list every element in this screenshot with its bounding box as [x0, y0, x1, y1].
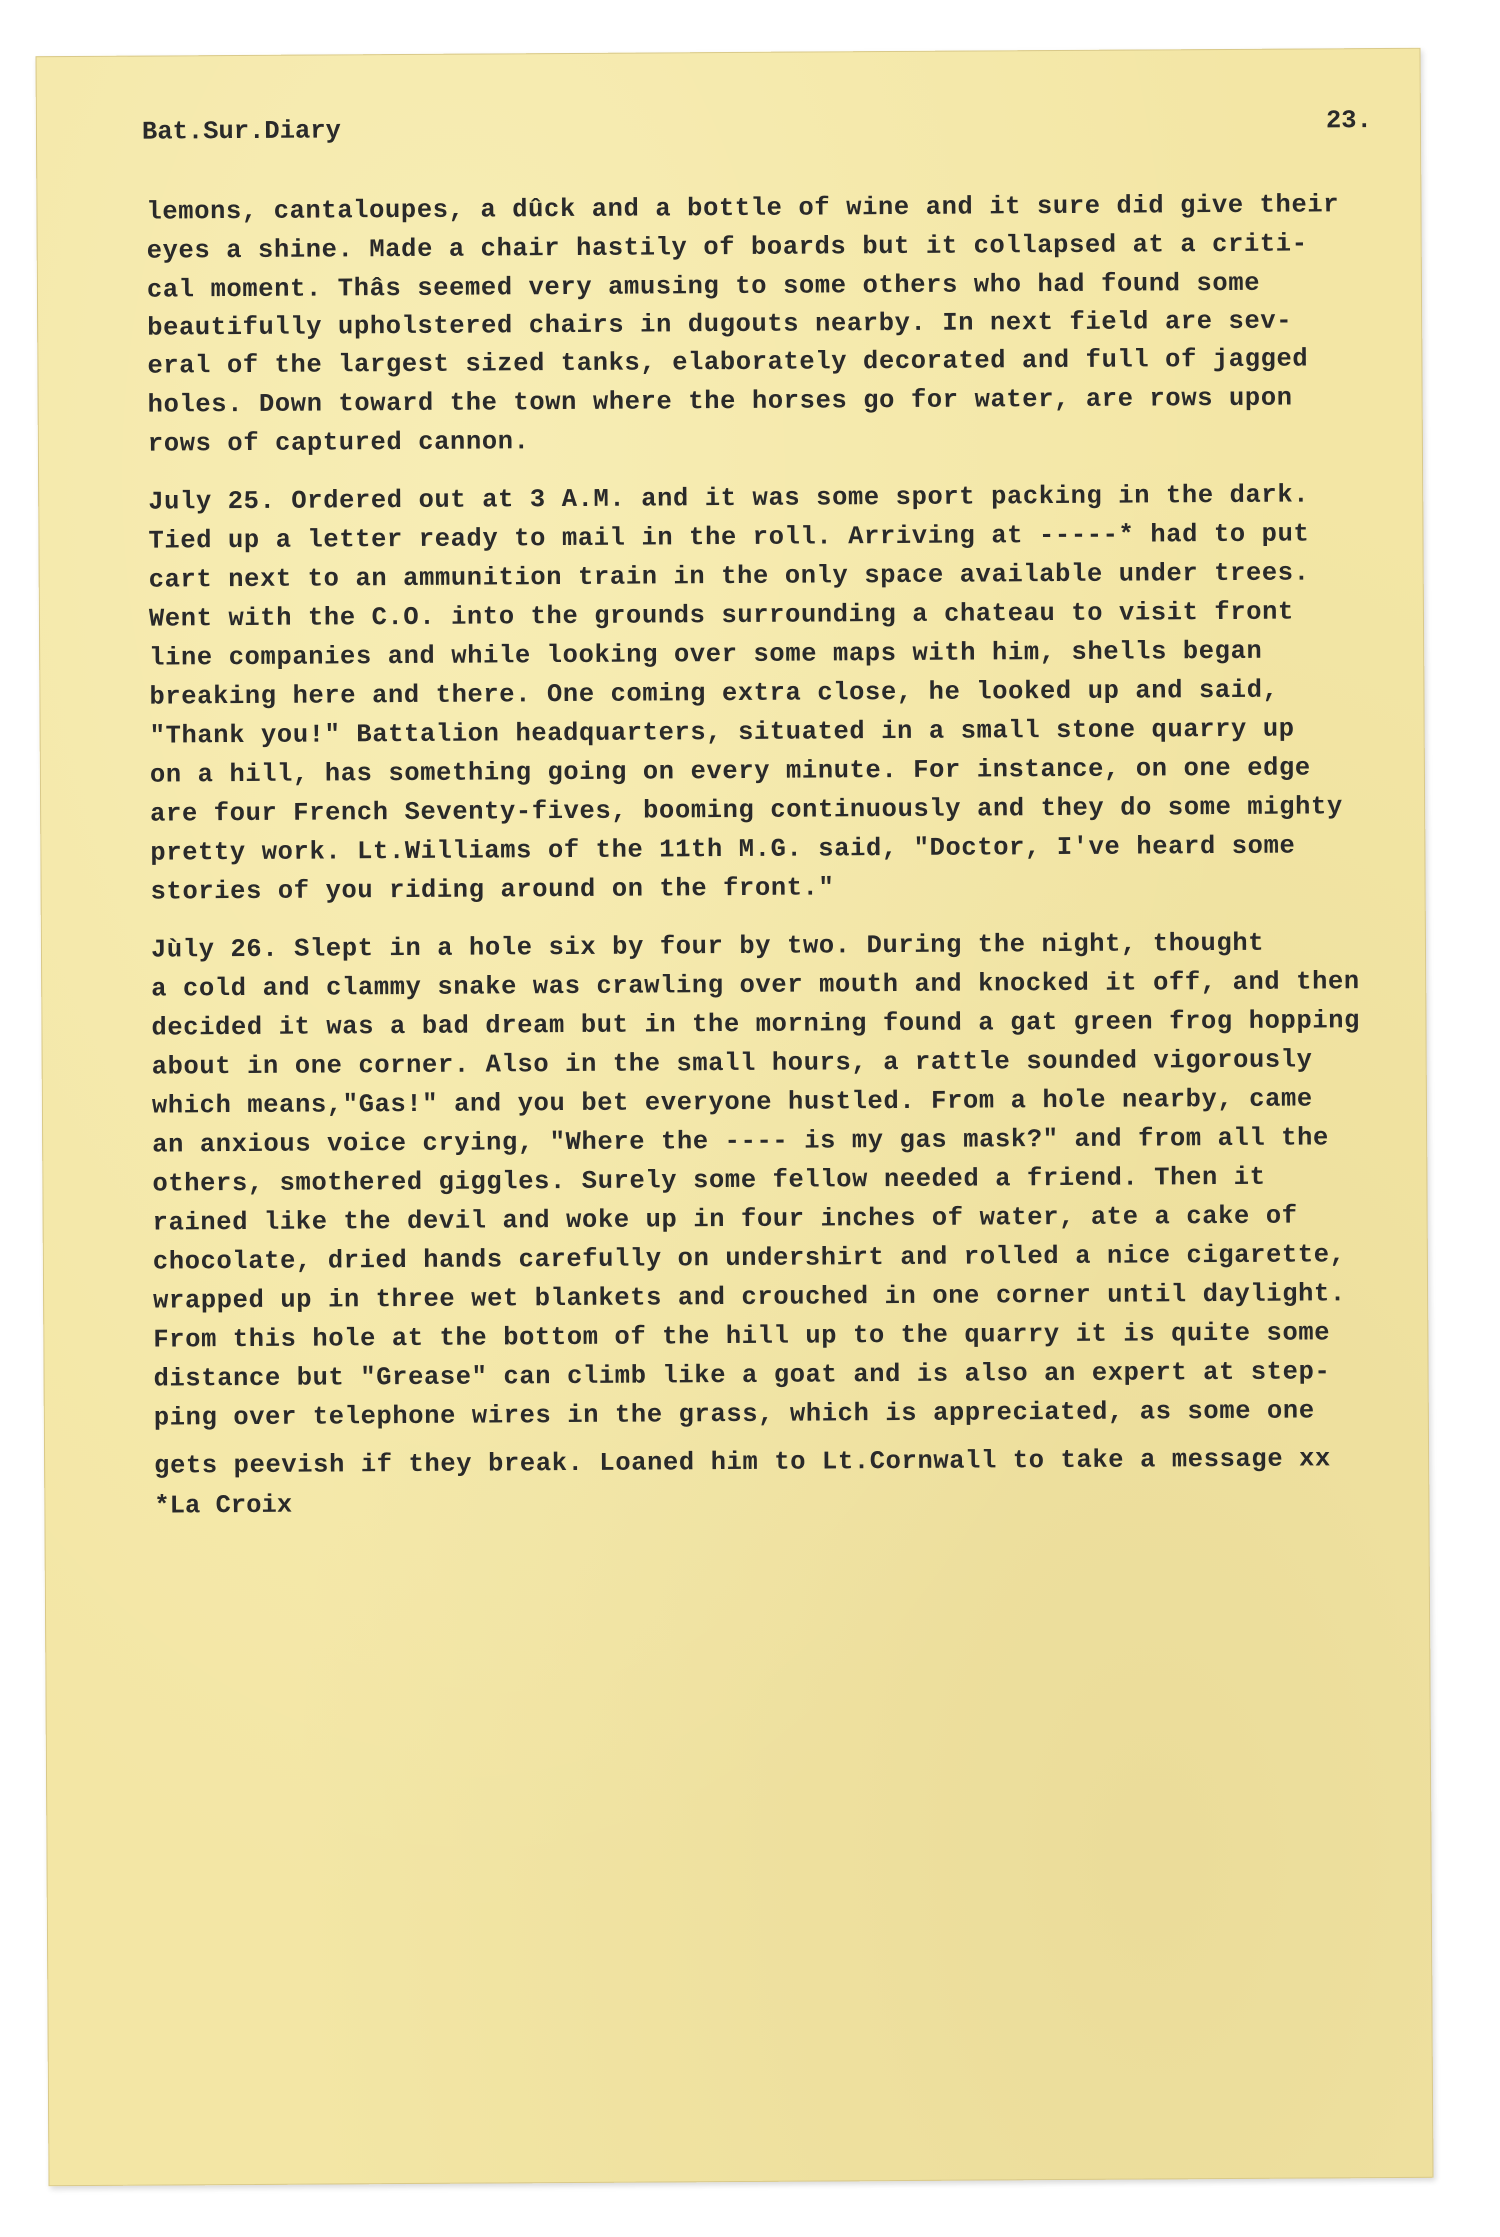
- text-line: rows of captured cannon.: [147, 427, 530, 459]
- text-line: line companies and while looking over some maps with him, shells began: [149, 636, 1263, 673]
- text-line: Jùly 26. Slept in a hole six by four by two. During the night, thought: [150, 928, 1265, 965]
- text-line: distance but "Grease" can climb like a goat and is also an expert at step-: [153, 1357, 1331, 1394]
- text-line: breaking here and there. One coming extra close, he looked up and said,: [149, 675, 1279, 712]
- text-line: on a hill, has something going on every minute. For instance, on one edge: [149, 753, 1311, 790]
- text-line: gets peevish if they break. Loaned him to Lt.Cornwall to take a message xx: [154, 1444, 1331, 1481]
- text-line: "Thank you!" Battalion headquarters, situated in a small stone quarry up: [149, 714, 1295, 751]
- text-line: chocolate, dried hands carefully on undershirt and rolled a nice cigarette,: [152, 1240, 1346, 1277]
- text-line: holes. Down toward the town where the horses go for water, are rows upon: [147, 383, 1293, 420]
- running-header: Bat.Sur.Diary: [141, 116, 341, 147]
- footnote: *La Croix: [154, 1490, 293, 1521]
- text-line: beautifully upholstered chairs in dugouts nearby. In next field are sev-: [147, 306, 1293, 343]
- text-line: From this hole at the bottom of the hill up to the quarry it is quite some: [153, 1318, 1331, 1355]
- text-line: eyes a shine. Made a chair hastily of boards but it collapsed at a criti-: [146, 229, 1308, 266]
- text-line: others, smothered giggles. Surely some fellow needed a friend. Then it: [152, 1162, 1266, 1199]
- text-line: cal moment. Thâs seemed very amusing to some others who had found some: [146, 268, 1261, 305]
- text-line: lemons, cantaloupes, a dûck and a bottle of wine and it sure did give their: [146, 190, 1340, 227]
- text-line: an anxious voice crying, "Where the ---- is my gas mask?" and from all the: [152, 1123, 1330, 1160]
- typed-diary-page: [36, 48, 1434, 2186]
- text-line: a cold and clammy snake was crawling over mouth and knocked it off, and then: [151, 967, 1360, 1004]
- text-line: Tied up a letter ready to mail in the roll. Arriving at -----* had to put: [148, 519, 1310, 556]
- text-line: which means,"Gas!" and you bet everyone hustled. From a hole nearby, came: [151, 1084, 1313, 1121]
- text-line: wrapped up in three wet blankets and crouched in one corner until daylight.: [153, 1279, 1346, 1316]
- text-line: Went with the C.O. into the grounds surrounding a chateau to visit front: [148, 597, 1294, 634]
- text-line: rained like the devil and woke up in four inches of water, ate a cake of: [152, 1201, 1298, 1238]
- text-line: July 25. Ordered out at 3 A.M. and it was some sport packing in the dark.: [148, 480, 1310, 517]
- text-line: stories of you riding around on the front.": [150, 873, 835, 907]
- text-line: ping over telephone wires in the grass, which is appreciated, as some one: [153, 1396, 1315, 1433]
- text-line: decided it was a bad dream but in the morning found a gat green frog hopping: [151, 1006, 1361, 1043]
- text-line: are four French Seventy-fives, booming continuously and they do some mighty: [150, 792, 1343, 829]
- text-line: about in one corner. Also in the small hours, a rattle sounded vigorously: [151, 1045, 1313, 1082]
- text-line: eral of the largest sized tanks, elaborately decorated and full of jagged: [147, 344, 1309, 381]
- text-line: pretty work. Lt.Williams of the 11th M.G. said, "Doctor, I've heard some: [150, 831, 1296, 868]
- page-number: 23.: [1325, 106, 1372, 136]
- text-line: cart next to an ammunition train in the only space available under trees.: [148, 558, 1310, 595]
